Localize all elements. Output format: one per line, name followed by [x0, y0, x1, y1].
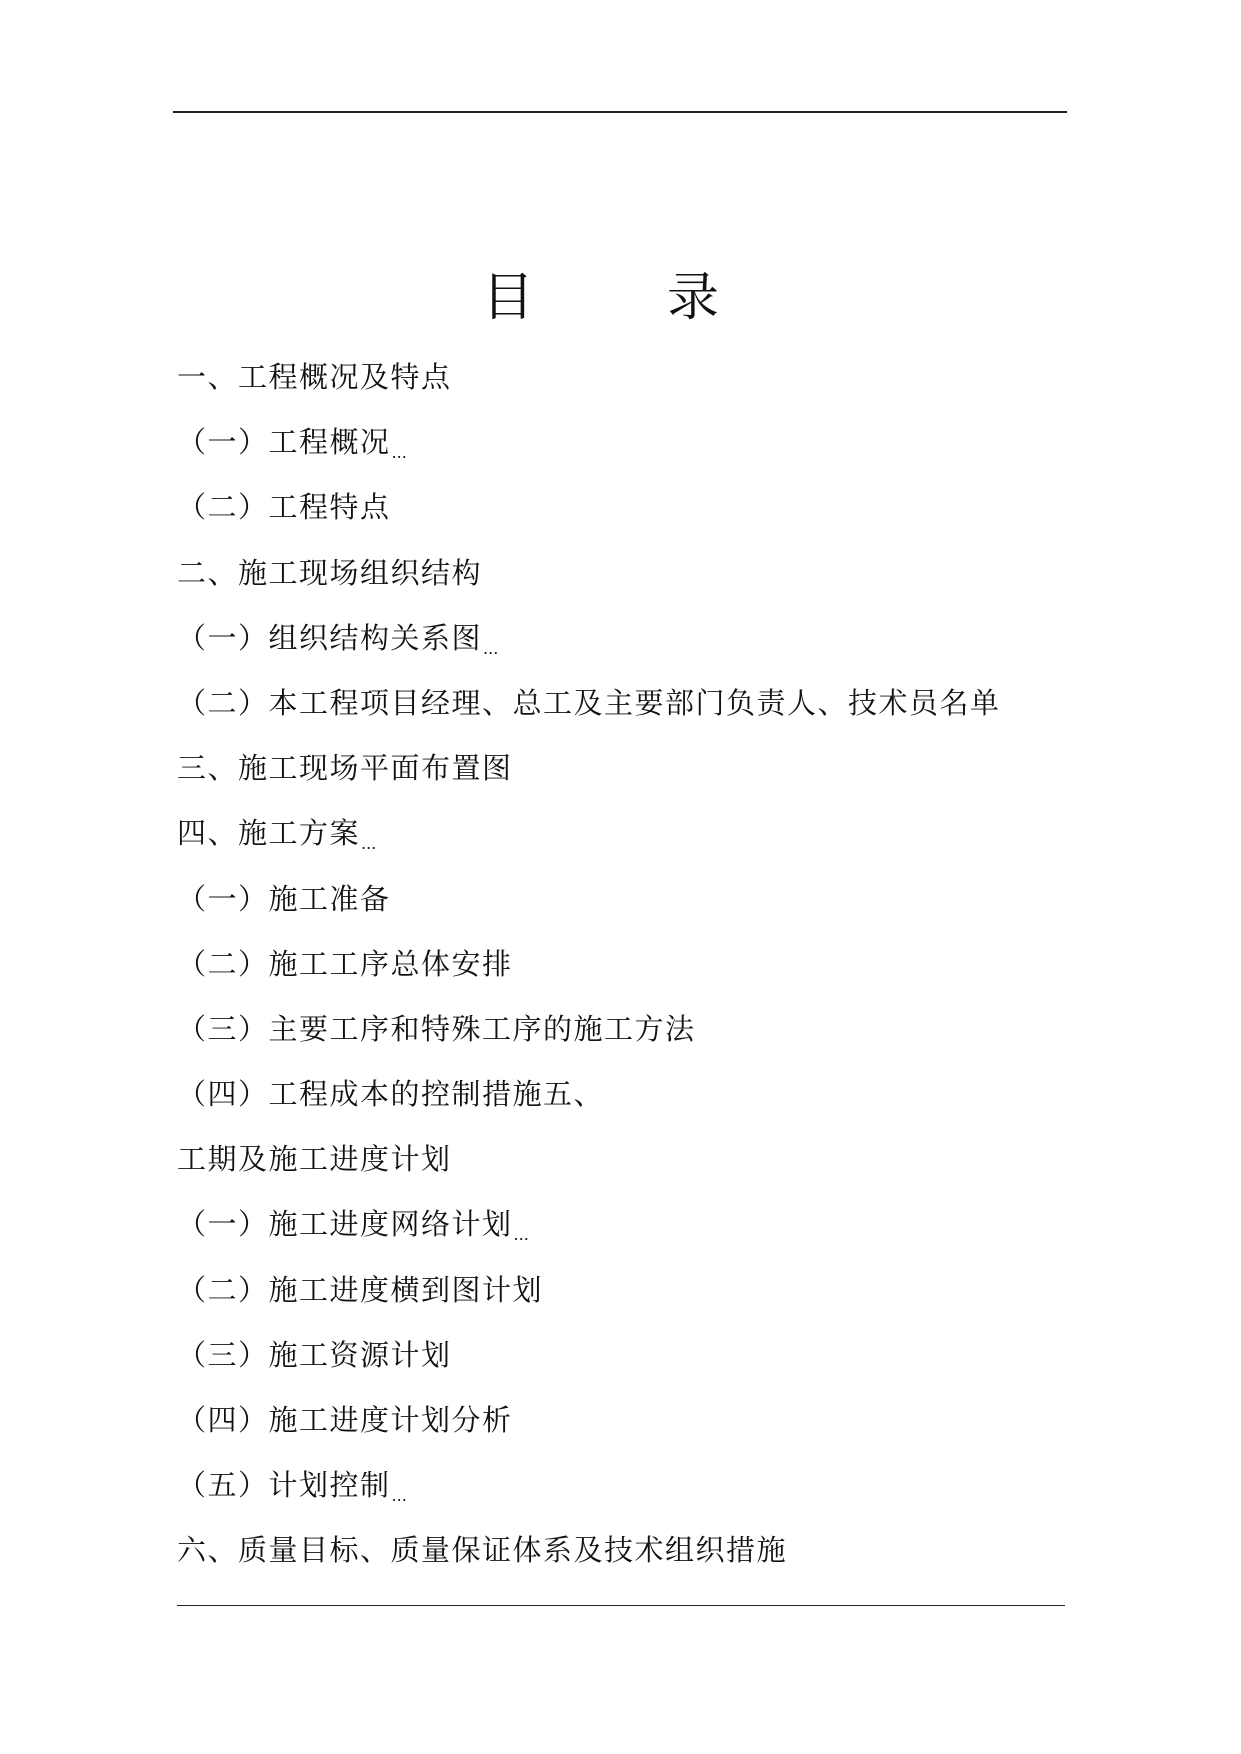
toc-entry[interactable]	[177, 1258, 1077, 1323]
toc-entry-dots: ...	[513, 1225, 529, 1245]
toc-entry-text: 工期及施工进度计划	[177, 1142, 452, 1177]
toc-entry-text: （五）计划控制	[177, 1468, 391, 1503]
title-char-2: 录	[667, 268, 720, 328]
toc-entry[interactable]	[177, 801, 1077, 866]
toc-entry-text: （二）施工工序总体安排	[177, 946, 513, 981]
toc-entry-text: （一）施工进度网络计划	[177, 1207, 513, 1242]
toc-entry-text: 三、施工现场平面布置图	[177, 751, 513, 786]
toc-entry-text: （四）工程成本的控制措施五、	[177, 1077, 605, 1112]
toc-entry-dots: ...	[483, 638, 499, 658]
toc-entry[interactable]	[177, 345, 1077, 410]
footer-rule	[177, 1605, 1065, 1606]
toc-entry-text: 六、质量目标、质量保证体系及技术组织措施	[177, 1533, 788, 1568]
toc-entry[interactable]	[177, 932, 1077, 997]
toc-entry-text: （一）工程概况	[177, 425, 391, 460]
toc-entry-text: （二）工程特点	[177, 490, 391, 525]
toc-title	[0, 258, 1241, 338]
toc-entry[interactable]	[177, 1323, 1077, 1388]
toc-entry-dots: ...	[391, 443, 407, 463]
toc-entry-text: （四）施工进度计划分析	[177, 1403, 513, 1437]
toc-entry[interactable]	[177, 410, 1077, 475]
toc-entry-text: （三）主要工序和特殊工序的施工方法	[177, 1011, 696, 1046]
toc-entry-text: 二、施工现场组织结构	[177, 555, 483, 590]
toc-entry-text: （一）施工准备	[177, 881, 391, 916]
toc-entry-text: （二）本工程项目经理、总工及主要部门负责人、技术员名单	[177, 685, 1001, 720]
toc-entry[interactable]	[177, 1453, 1077, 1518]
header-rule	[173, 111, 1067, 113]
toc-entry-text: （二）施工进度横到图计划	[177, 1272, 544, 1307]
toc-entry[interactable]	[177, 867, 1077, 932]
toc-entry-text: （一）组织结构关系图	[177, 620, 483, 655]
toc-entry[interactable]	[177, 1192, 1077, 1257]
toc-entry[interactable]	[177, 1127, 1077, 1192]
toc-entry[interactable]	[177, 475, 1077, 540]
toc-entry-text: 一、工程概况及特点	[177, 360, 452, 394]
toc-entry[interactable]	[177, 736, 1077, 801]
toc-entry[interactable]	[177, 671, 1077, 736]
toc-entry[interactable]	[177, 606, 1077, 671]
toc-entry-text: 四、施工方案	[177, 816, 361, 851]
toc-entry-text: （三）施工资源计划	[177, 1337, 452, 1372]
toc-entry[interactable]	[177, 1388, 1077, 1453]
toc-entry[interactable]	[177, 997, 1077, 1062]
toc-list	[177, 345, 1077, 1584]
toc-entry[interactable]	[177, 541, 1077, 606]
toc-entry-dots: ...	[391, 1486, 407, 1506]
toc-entry[interactable]	[177, 1518, 1077, 1583]
toc-entry-dots: ...	[361, 834, 377, 854]
toc-entry[interactable]	[177, 1062, 1077, 1127]
title-char-1: 目	[482, 268, 535, 328]
